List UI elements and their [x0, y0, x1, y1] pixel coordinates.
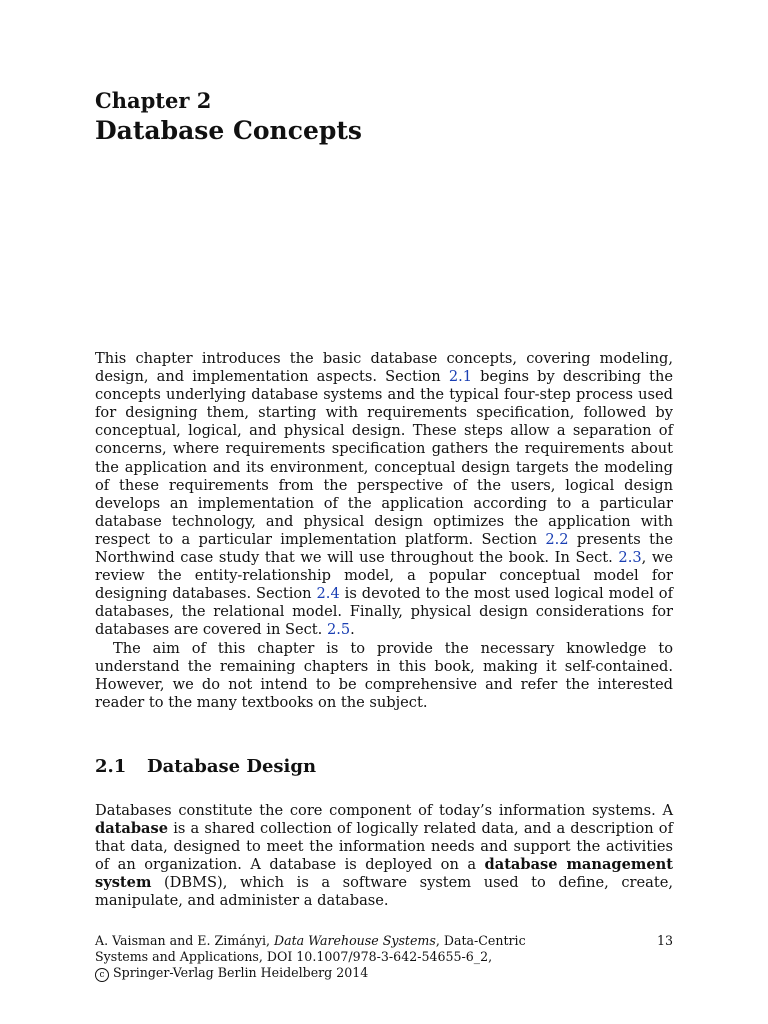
text-run: , we review the entity-relationship model, a popular conceptual model for designing databases. Section [95, 549, 674, 603]
text-run: Databases constitute the core component of today’s information systems. A [95, 802, 673, 819]
term-database: database [95, 820, 169, 838]
section-heading [95, 755, 316, 779]
text-run: This chapter introduces the basic database concepts, covering modeling, design, and implementation aspects. Section [95, 350, 673, 386]
section-link-2-2[interactable]: 2.2 [545, 530, 569, 548]
citation-line-3 [95, 965, 673, 982]
section-link-2-1[interactable]: 2.1 [448, 368, 473, 386]
section-link-2-4[interactable]: 2.4 [316, 585, 340, 603]
page-footer [95, 933, 673, 982]
text-run: . [350, 621, 355, 639]
citation-line-1 [95, 933, 673, 949]
text-run: is a shared collection of logically related data, and a description of that data, designed to meet the information needs and support the activities of an organization. A database is deployed on a [95, 820, 673, 874]
text-run: presents the Northwind case study that we will use throughout the book. In Sect. [95, 530, 673, 567]
section-body [95, 802, 673, 911]
section-link-2-3[interactable]: 2.3 [618, 549, 642, 567]
intro-paragraph-1 [95, 350, 673, 640]
intro-paragraph-2: The aim of this chapter is to provide the necessary knowledge to understand the remaining chapters in this book, making it self-contained. However, we do not intend to be comprehensive and refer the interested reader to the many textbooks on the subject. [95, 639, 673, 711]
section-paragraph-1 [95, 802, 673, 911]
page-number: 13 [656, 933, 673, 948]
citation-authors: A. Vaisman and E. Zimányi, [95, 933, 274, 948]
chapter-number: Chapter 2 [95, 88, 212, 113]
copyright-icon: c [95, 968, 109, 982]
text-run: is devoted to the most used logical model of databases, the relational model. Finally, physical design considerations for databases are covered in Sect. [95, 585, 673, 639]
section-link-2-5[interactable]: 2.5 [326, 621, 351, 639]
chapter-introduction [95, 350, 673, 712]
section-number: 2.1 [95, 756, 127, 777]
citation-series: , Data-Centric [435, 933, 526, 948]
chapter-title: Database Concepts [95, 116, 362, 145]
citation-line-2: Systems and Applications, DOI 10.1007/978-3-642-54655-6_2, [95, 949, 493, 964]
section-title: Database Design [147, 756, 317, 777]
copyright-text: Springer-Verlag Berlin Heidelberg 2014 [113, 965, 369, 980]
citation-book-title: Data Warehouse Systems [273, 933, 436, 948]
text-run: (DBMS), which is a software system used to define, create, manipulate, and administer a database. [95, 874, 673, 910]
text-run: begins by describing the concepts underlying database systems and the typical four-step process used for designing them, starting with requirements specification, followed by conceptual, logical, and physical design. These steps allow a separation of concerns, where requirements specification gathers the requirements about the application and its environment, conceptual design targets the modeling of these requirements from the perspective of the users, logical design develops an implementation of the application according to a particular database technology, and physical design optimizes the application with respect to a particular implementation platform. Section [95, 368, 673, 548]
term-dbms: database management system [95, 856, 673, 892]
